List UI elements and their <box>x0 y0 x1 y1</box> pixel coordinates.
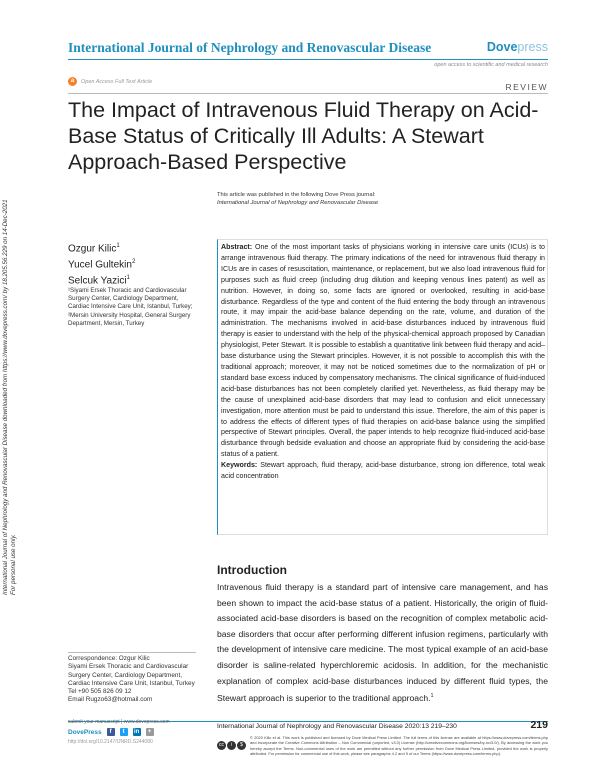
keywords-text: Stewart approach, fluid therapy, acid-base disturbance, strong ion difference, total weak acid concentration <box>221 461 545 481</box>
open-access-icon: a <box>68 77 77 86</box>
section-heading-introduction: Introduction <box>217 563 287 577</box>
published-note-journal[interactable]: International Journal of Nephrology and Renovascular Disease <box>217 200 379 206</box>
correspondence-email[interactable]: Email Rugzo63@hotmail.com <box>68 696 153 704</box>
keywords-label: Keywords: <box>221 461 258 470</box>
publisher-tagline: open access to scientific and medical research <box>434 62 548 68</box>
dovepress-logo[interactable] <box>487 40 548 54</box>
share-icon[interactable]: + <box>146 728 154 736</box>
brand-light: press <box>517 40 548 54</box>
download-note: International Journal of Nephrology and Renovascular Disease downloaded from https://www.dovepress.com/ by 18.205.56.229 on 14-Dec-2021 <box>2 199 9 595</box>
abstract-box <box>217 239 548 535</box>
download-watermark <box>2 95 32 595</box>
license-text: © 2020 Kilic et al. This work is published and licensed by Dove Medical Press Limited. The full terms of this license are available at https://www.dovepress.com/terms.php and incorporate the Creative Commons Attribution – Non Commercial (unported, v3.0) License (http://creativecommons.org/licenses/by-nc/3.0/). By accessing the work you hereby accept the Terms. Non-commercial uses of the work are permitted without any further permission from Dove Medical Press Limited, provided the work is properly attributed. For permission for commercial use of this work, please see paragraphs 4.2 and 5 of our Terms (https://www.dovepress.com/terms.php). <box>250 735 548 757</box>
license-row <box>217 735 548 757</box>
personal-use-note: For personal use only. <box>10 534 17 595</box>
article-title: The Impact of Intravenous Fluid Therapy on Acid-Base Status of Critically Ill Adults: A Stewart Approach-Based Perspective <box>68 98 539 174</box>
author: Ozgur Kilic$^1$ <box>68 243 120 255</box>
open-access-row <box>68 77 152 86</box>
reference-link[interactable]: 1 <box>430 693 434 700</box>
footer-journal-citation: International Journal of Nephrology and Renovascular Disease 2020:13 219–230 <box>217 723 457 730</box>
correspondence-block <box>68 655 196 705</box>
dovepress-footer-logo[interactable]: DovePress <box>68 728 102 736</box>
correspondence-label: Correspondence: Ozgur Kilic <box>68 655 150 662</box>
linkedin-icon[interactable]: in <box>133 729 140 735</box>
published-note-text: This article was published in the following Dove Press journal: <box>217 192 376 198</box>
author-list <box>68 240 135 287</box>
published-note <box>217 191 378 207</box>
author: Selcuk Yazici$^1$ <box>68 274 130 286</box>
journal-header <box>68 40 548 60</box>
page-number: 219 <box>530 719 548 731</box>
submit-manuscript-link[interactable]: submit your manuscript | www.dovepress.com <box>68 719 170 725</box>
affiliation: ¹Siyami Ersek Thoracic and Cardiovascular Surgery Center, Cardiology Department, Cardiac Intensive Care Unit, Istanbul, Turkey; <box>68 287 193 311</box>
open-access-label: Open Access Full Text Article <box>81 78 153 85</box>
title-divider <box>68 93 548 94</box>
article-type: REVIEW <box>505 82 548 92</box>
footer-brand-row <box>68 728 208 736</box>
introduction-text <box>217 580 548 707</box>
correspondence-divider <box>68 652 196 653</box>
abstract-label: Abstract: <box>221 243 253 251</box>
correspondence-tel: Tel +90 505 826 09 12 <box>68 688 132 696</box>
affiliations <box>68 287 196 328</box>
affiliation: ²Mersin University Hospital, General Surgery Department, Mersin, Turkey <box>68 311 191 327</box>
journal-name[interactable]: International Journal of Nephrology and Renovascular Disease <box>68 40 432 55</box>
facebook-icon[interactable]: f <box>107 728 115 736</box>
doi-link[interactable]: http://doi.org/10.2147/IJNRD.S244080 <box>68 739 153 745</box>
twitter-icon[interactable]: t <box>120 728 128 736</box>
abstract-text: One of the most important tasks of physicians working in intensive care units (ICUs) is to arrange intravenous fluid therapy. The primary indications of the need for intravenous fluid therapy in ICUs are in cases of resuscitation, maintenance, or replacement, but we also load intravenous fluid for purposes such as fluid creep (including drug dilution and keeping venous lines patent) as well as nutrition. However, in doing so, some facts are ignored or overlooked, resulting in acid-base disturbance. Regardless of the type and content of the fluid entering the body through an intravenous route, it may impair the acid-base balance depending on the rate, volume, and duration of the administration. The mechanisms involved in acid-base disturbances induced by intravenous fluid therapy is easier to understand with the help of the physical-chemical approach proposed by Canadian physiologist, Peter Stewart. It is possible to establish a quantitative link between fluid therapy and acid–base disturbance using the Stewart principles. However, it is not possible to accomplish this with the traditional approach; moreover, it may not be noticed sometimes due to the normalization of pH or standard base excess induced by compensatory mechanisms. The clinical significance of fluid-induced acid-base disturbances has not been completely clarified yet. Nevertheless, as fluid therapy may be the cause of unexplained acid-base disorders that may lead to confusion and elicit unnecessary investigation, more attention must be paid to understand this issue. Therefore, the aim of this paper is to address the effects of different types of fluid therapies on acid-base balance using the simplified perspective of Stewart principles. Overall, the paper intends to help recognize fluid-induced acid-base disturbance through bedside evaluation and choose an appropriate fluid by considering the acid-base status of a patient. <box>221 243 545 459</box>
introduction-paragraph: Intravenous fluid therapy is a standard part of intensive care management, and has been shown to impact the acid-base status of a patient. Historically, the origin of fluid-associated acid-base disorders is based on the recognition of complex metabolic acid-base disorders that occur after performing different infusion regimens, particularly with the development of intensive care medicine. The most typical example of an acid-base disorder is saline-related hyperchloremic acidosis. In addition, for the mechanistic explanation of complex acid-base disturbances induced by different fluid types, the Stewart approach is superior to the traditional approach. <box>217 582 548 704</box>
brand-bold: Dove <box>486 40 518 54</box>
cc-license-icon[interactable]: cc i $ <box>217 735 246 757</box>
correspondence-address: Siyami Ersek Thoracic and Cardiovascular Surgery Center, Cardiology Department, Cardiac Intensive Care Unit, Istanbul, Turkey <box>68 663 195 687</box>
author: Yucel Gultekin$^2$ <box>68 258 136 271</box>
footer-left <box>68 719 208 745</box>
